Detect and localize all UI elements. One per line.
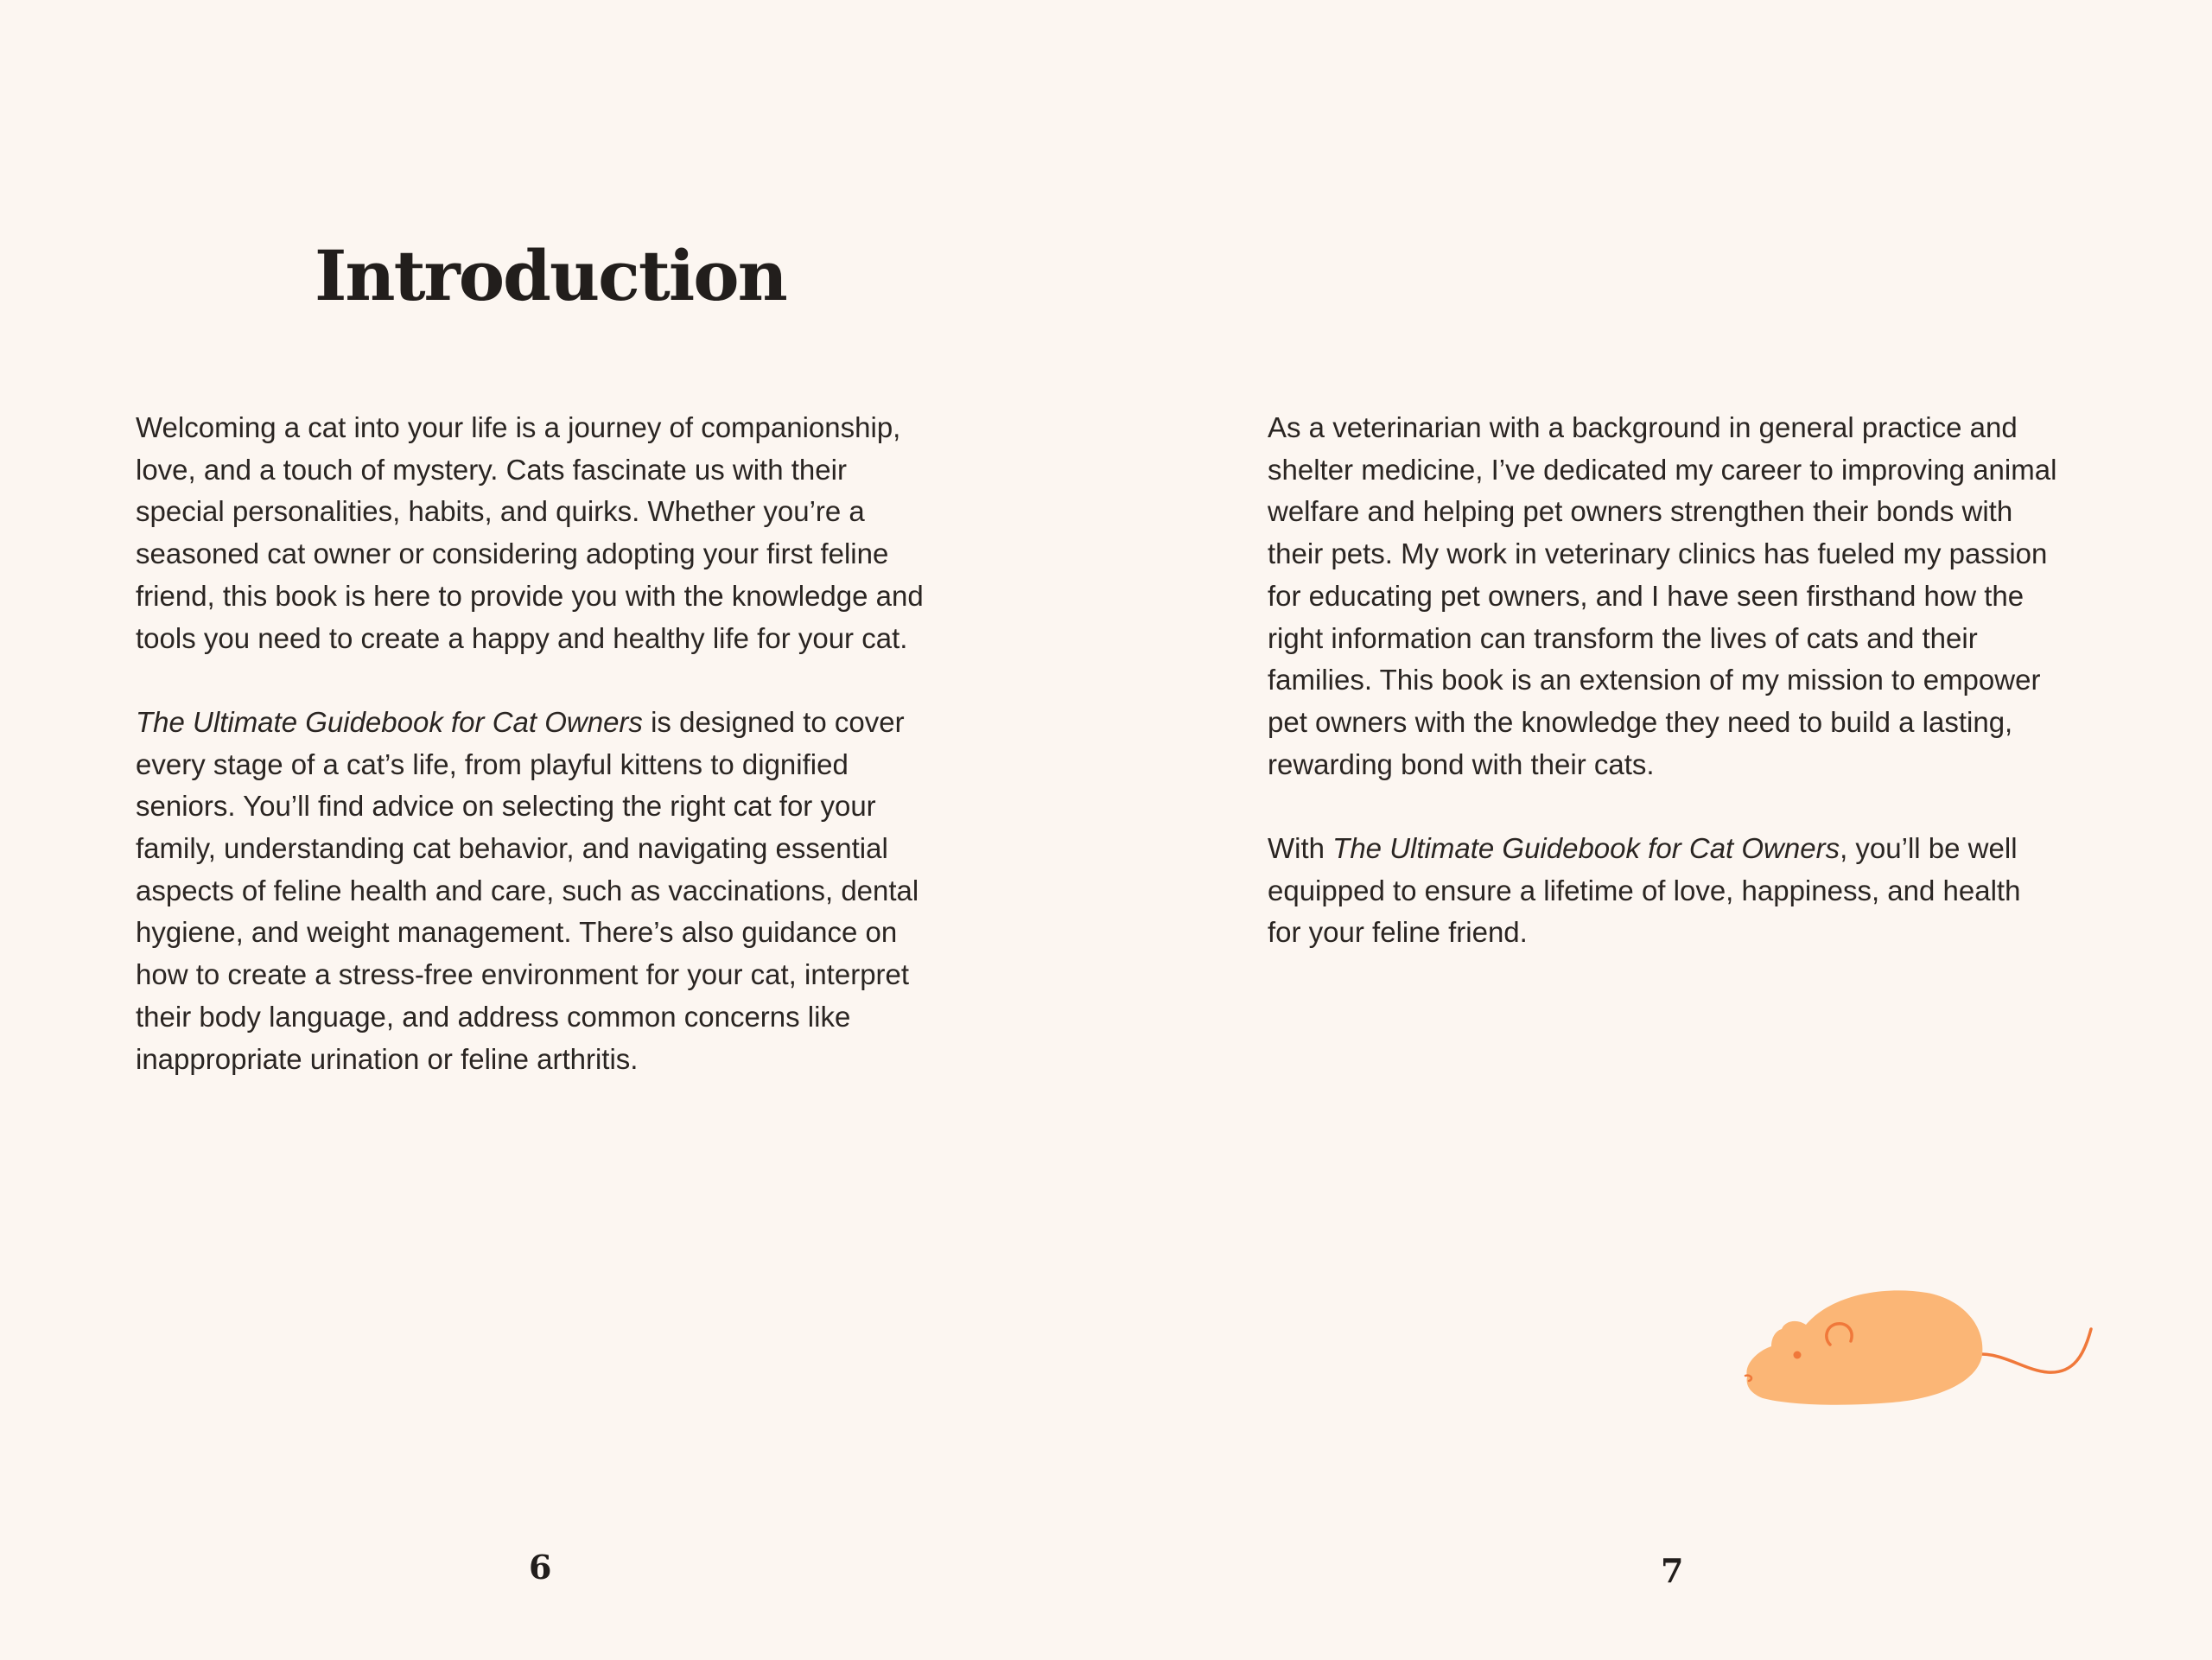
mouse-body [1746, 1290, 1982, 1404]
book-title: The Ultimate Guidebook for Cat Owners [136, 705, 643, 738]
text-line: welfare and helping pet owners strengthen their bonds with [1268, 495, 2013, 528]
text-line: inappropriate urination or feline arthritis. [136, 1042, 639, 1075]
text-fragment: , you’ll be well [1840, 832, 2018, 865]
text-line: how to create a stress-free environment for your cat, interpret [136, 958, 910, 991]
mouse-tail [1966, 1329, 2091, 1372]
book-title: The Ultimate Guidebook for Cat Owners [1332, 832, 1840, 865]
text-line: love, and a touch of mystery. Cats fascinate us with their [136, 453, 847, 486]
text-line: for your feline friend. [1268, 916, 1528, 949]
text-line: right information can transform the lives of cats and their [1268, 621, 1978, 654]
text-line: rewarding bond with their cats. [1268, 747, 1655, 780]
text-line: Welcoming a cat into your life is a journey of companionship, [136, 411, 901, 443]
text-fragment: is designed to cover [642, 705, 905, 738]
text-line: seniors. You’ll find advice on selecting the right cat for your [136, 790, 876, 823]
text-line: As a veterinarian with a background in general practice and [1268, 411, 2018, 443]
text-line: equipped to ensure a lifetime of love, happiness, and health [1268, 874, 2021, 906]
text-line: every stage of a cat’s life, from playful kittens to dignified [136, 747, 849, 780]
page-number: 7 [1661, 1551, 1684, 1590]
text-line: their pets. My work in veterinary clinics has fueled my passion [1268, 537, 2048, 570]
page-title: Introduction [315, 235, 786, 316]
text-line: tools you need to create a happy and healthy life for your cat. [136, 621, 908, 654]
text-line [136, 702, 924, 744]
right-paragraph-2 [1268, 828, 2056, 954]
text-line: aspects of feline health and care, such as vaccinations, dental [136, 874, 919, 906]
text-line: their body language, and address common concerns like [136, 1000, 851, 1033]
text-line: shelter medicine, I’ve dedicated my career to improving animal [1268, 453, 2057, 486]
text-fragment: With [1268, 832, 1333, 865]
right-body-text [1268, 407, 2056, 954]
text-line: family, understanding cat behavior, and navigating essential [136, 832, 888, 865]
mouse-icon [1737, 1277, 2100, 1415]
left-paragraph-2 [136, 702, 924, 1080]
text-line: seasoned cat owner or considering adopting your first feline [136, 537, 889, 570]
left-paragraph-1 [136, 407, 924, 659]
text-line: for educating pet owners, and I have seen firsthand how the [1268, 579, 2024, 612]
text-line: friend, this book is here to provide you with the knowledge and [136, 579, 924, 612]
right-paragraph-1 [1268, 407, 2056, 785]
text-line [1268, 828, 2056, 870]
text-line: special personalities, habits, and quirks. Whether you’re a [136, 495, 865, 528]
mouse-eye [1794, 1352, 1802, 1359]
text-line: pet owners with the knowledge they need to build a lasting, [1268, 705, 2013, 738]
left-body-text [136, 407, 924, 1080]
page-number: 6 [529, 1548, 552, 1587]
text-line: families. This book is an extension of my mission to empower [1268, 664, 2041, 696]
text-line: hygiene, and weight management. There’s also guidance on [136, 916, 898, 949]
